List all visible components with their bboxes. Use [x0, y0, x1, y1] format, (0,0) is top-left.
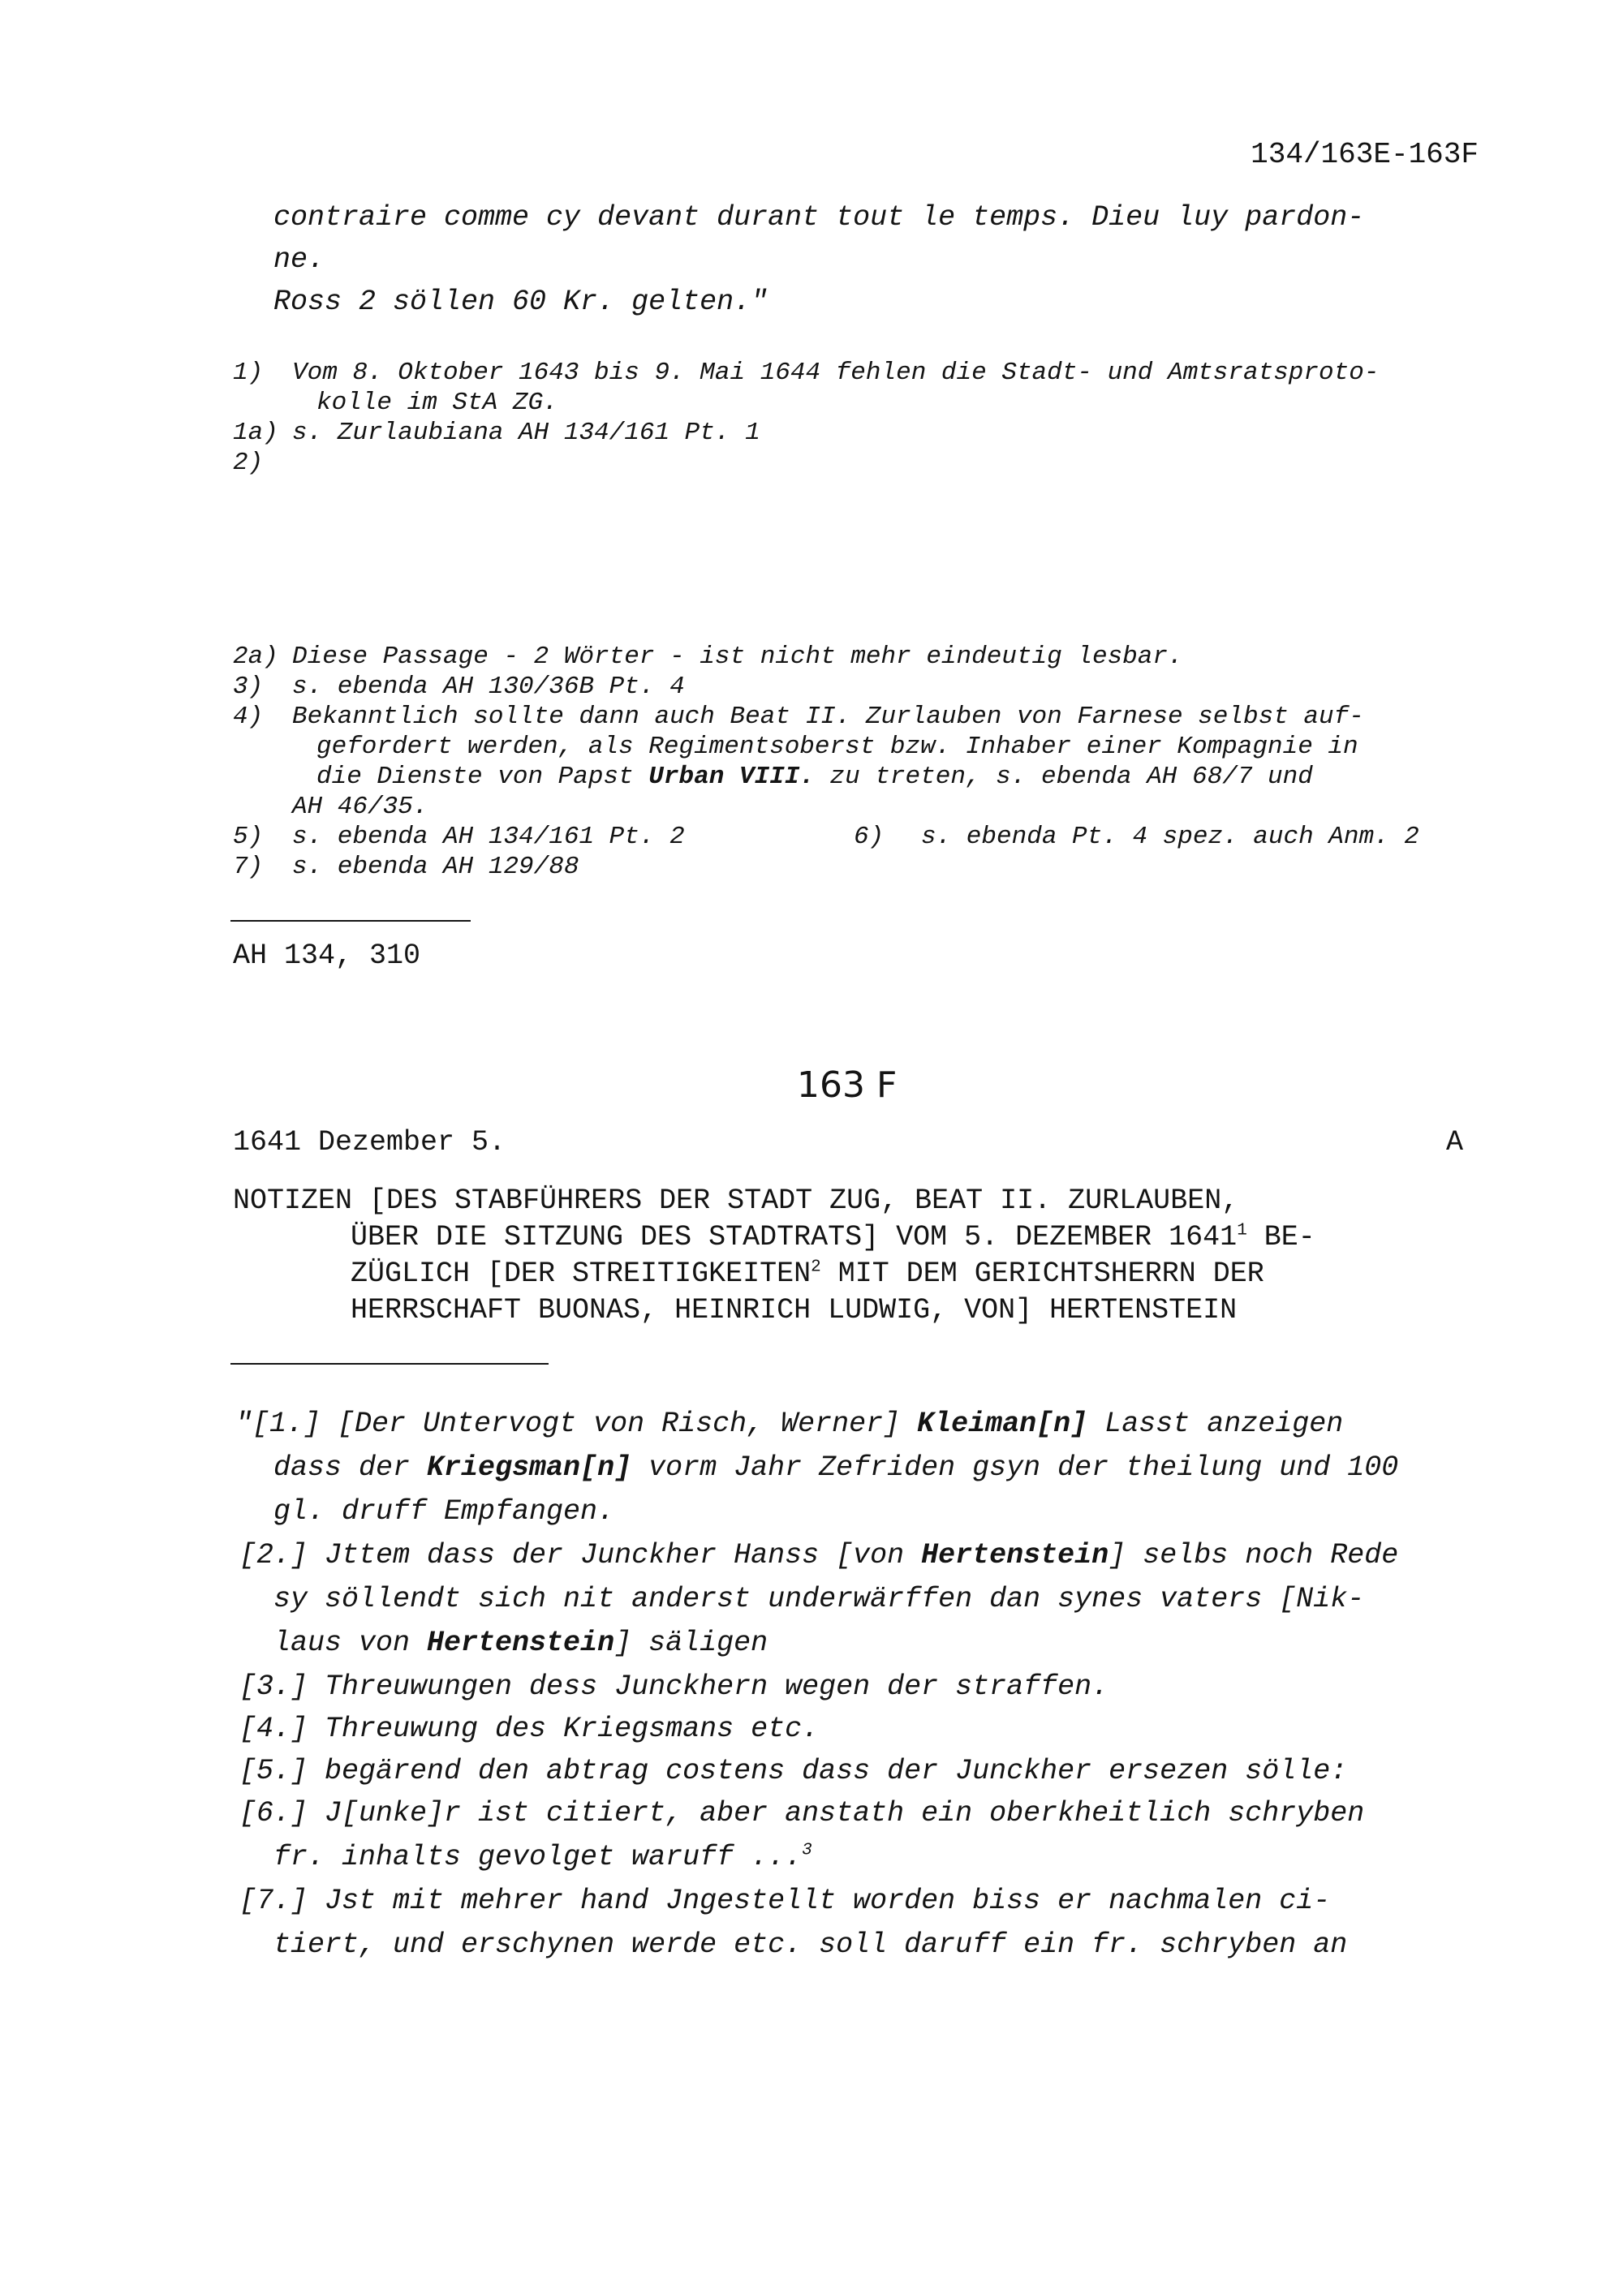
footnote-marker: 3: [802, 1841, 812, 1860]
heading-line-4: HERRSCHAFT BUONAS, HEINRICH LUDWIG, VON] HERTENSTEIN: [351, 1294, 1238, 1326]
footnote-4-line-3: die Dienste von Papst Urban VIII. zu treten, s. ebenda AH 68/7 und: [316, 763, 1313, 791]
item-6-line-2: fr. inhalts gevolget waruff ...$^3$: [273, 1841, 812, 1873]
page-reference: 134/163E-163F: [1251, 138, 1479, 171]
item-6-line-1: [6.] J[unke]r ist citiert, aber anstath ein oberkheitlich schryben: [239, 1797, 1365, 1829]
footnote-2a: Diese Passage - 2 Wörter - ist nicht mehr eindeutig lesbar.: [292, 643, 1183, 671]
section-number: 163 F: [797, 1064, 898, 1106]
item-7-line-1: [7.] Jst mit mehrer hand Jngestellt worden biss er nachmalen ci-: [239, 1885, 1331, 1917]
footnote-marker: 2: [811, 1258, 821, 1277]
divider: [230, 1363, 549, 1365]
item-3: [3.] Threuwungen dess Junckhern wegen der straffen.: [239, 1670, 1109, 1703]
footnote-5: s. ebenda AH 134/161 Pt. 2: [292, 823, 685, 851]
heading-line-2: ÜBER DIE SITZUNG DES STADTRATS] VOM 5. DEZEMBER 1641$^1$ BE-: [351, 1221, 1315, 1253]
footnote-4-line-4: AH 46/35.: [292, 793, 428, 821]
bold-name: Urban VIII.: [648, 763, 815, 791]
item-1-line-1: "[1.] [Der Untervogt von Risch, Werner] Kleiman[n] Lasst anzeigen: [235, 1408, 1344, 1440]
divider: [230, 920, 471, 922]
section-type-letter: A: [1446, 1126, 1464, 1159]
item-4: [4.] Threuwung des Kriegsmans etc.: [239, 1713, 820, 1745]
footnote-1-line-1: Vom 8. Oktober 1643 bis 9. Mai 1644 fehlen die Stadt- und Amtsratsproto-: [292, 359, 1380, 387]
bold-name: Hertenstein: [921, 1539, 1109, 1572]
item-7-line-2: tiert, und erschynen werde etc. soll daruff ein fr. schryben an: [273, 1928, 1348, 1961]
footnote-number: 2): [233, 449, 264, 477]
item-2-line-2: sy söllendt sich nit anderst underwärffen dan synes vaters [Nik-: [273, 1583, 1365, 1615]
bold-name: Hertenstein: [427, 1627, 615, 1659]
footnote-number: 3): [233, 673, 264, 701]
item-1-line-3: gl. druff Empfangen.: [273, 1495, 615, 1528]
footnote-number: 1a): [233, 419, 278, 447]
footnote-number: 2a): [233, 643, 278, 671]
bold-name: Kriegsman[n]: [427, 1451, 632, 1484]
heading-line-3: ZÜGLICH [DER STREITIGKEITEN$^2$ MIT DEM GERICHTSHERRN DER: [351, 1258, 1264, 1290]
footnote-3: s. ebenda AH 130/36B Pt. 4: [292, 673, 685, 701]
footnote-6: s. ebenda Pt. 4 spez. auch Anm. 2: [921, 823, 1419, 851]
heading-line-1: NOTIZEN [DES STABFÜHRERS DER STADT ZUG, BEAT II. ZURLAUBEN,: [233, 1185, 1239, 1217]
footnote-number: 1): [233, 359, 264, 387]
item-5: [5.] begärend den abtrag costens dass der Junckher ersezen sölle:: [239, 1755, 1348, 1787]
item-2-line-3: laus von Hertenstein] säligen: [273, 1627, 768, 1659]
footnote-1-line-2: kolle im StA ZG.: [316, 389, 558, 417]
footnote-number: 4): [233, 703, 264, 731]
footnote-number: 5): [233, 823, 264, 851]
section-date: 1641 Dezember 5.: [233, 1126, 506, 1159]
item-2-line-1: [2.] Jttem dass der Junckher Hanss [von Hertenstein] selbs noch Rede: [239, 1539, 1399, 1572]
footnote-number: 7): [233, 853, 264, 881]
continuation-line-2: ne.: [273, 243, 325, 276]
archive-reference: AH 134, 310: [233, 939, 421, 972]
continuation-line-1: contraire comme cy devant durant tout le temps. Dieu luy pardon-: [273, 201, 1365, 234]
footnote-7: s. ebenda AH 129/88: [292, 853, 579, 881]
continuation-line-3: Ross 2 söllen 60 Kr. gelten.": [273, 286, 768, 318]
item-1-line-2: dass der Kriegsman[n] vorm Jahr Zefriden gsyn der theilung und 100: [273, 1451, 1399, 1484]
footnote-marker: 1: [1237, 1221, 1247, 1240]
bold-name: Kleiman[n]: [917, 1408, 1088, 1440]
footnote-number: 6): [854, 823, 885, 851]
footnote-4-line-2: gefordert werden, als Regimentsoberst bzw. Inhaber einer Kompagnie in: [316, 733, 1358, 761]
footnote-1a: s. Zurlaubiana AH 134/161 Pt. 1: [292, 419, 760, 447]
footnote-4-line-1: Bekanntlich sollte dann auch Beat II. Zurlauben von Farnese selbst auf-: [292, 703, 1364, 731]
